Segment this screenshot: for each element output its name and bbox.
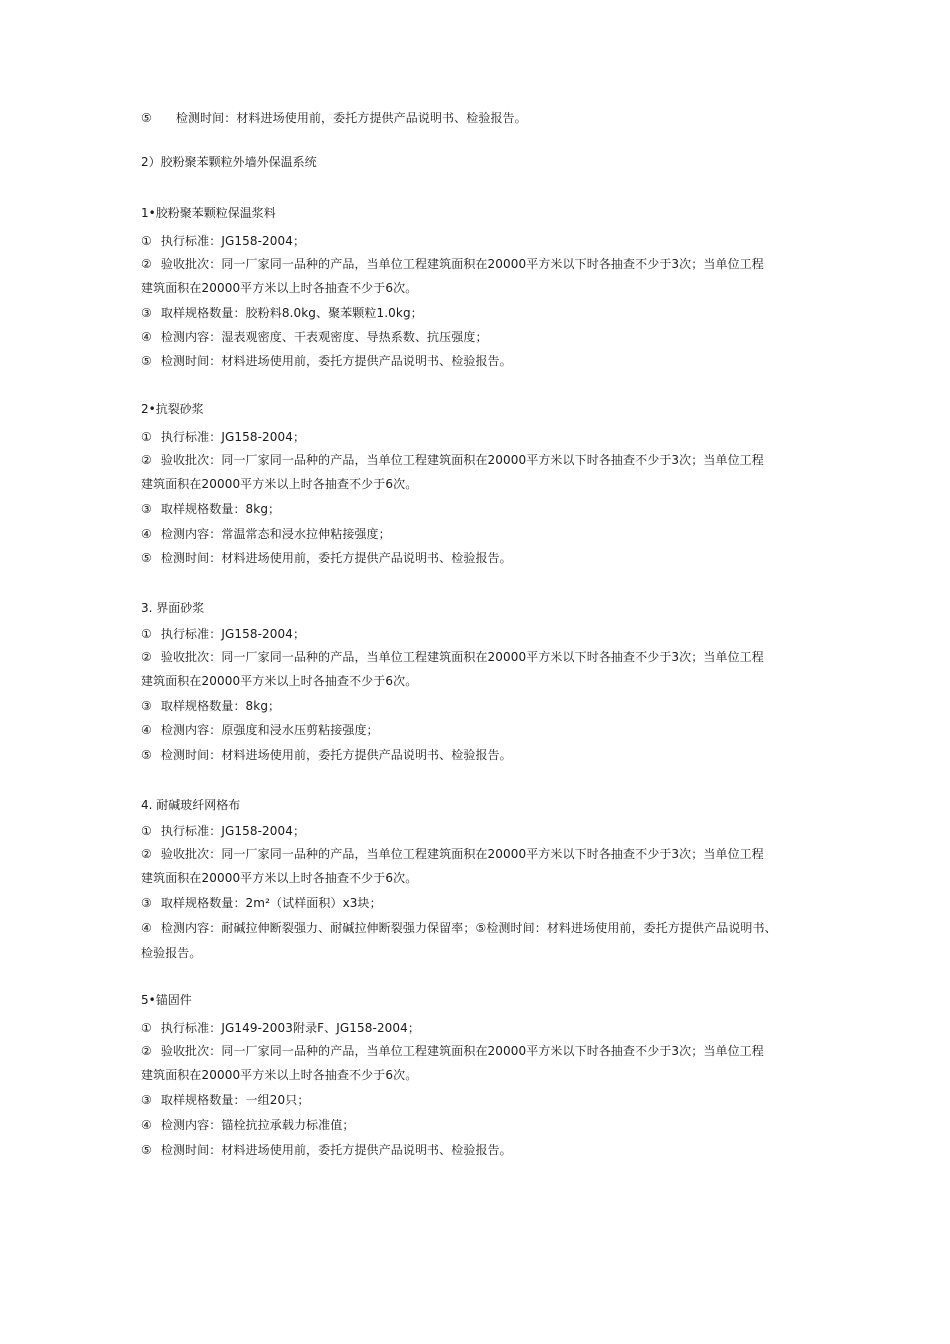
- item-text: 建筑面积在20000平方米以上时各抽查不少于6次。: [141, 1068, 418, 1082]
- item-number: ①: [141, 627, 152, 641]
- item-text: 取样规格数量：8kg；: [160, 502, 281, 516]
- item-number: ①: [141, 824, 152, 838]
- item-text: 取样规格数量：胶粉料8.0kg、聚苯颗粒1.0kg；: [160, 306, 423, 320]
- item-text: 执行标准：JG149-2003附录F、JG158-2004；: [160, 1021, 420, 1035]
- list-item: [141, 1043, 813, 1059]
- item-number: ②: [141, 847, 152, 861]
- item-number: ⑤: [141, 354, 152, 368]
- section-heading: 5•锚固件: [141, 993, 192, 1007]
- list-item: [141, 698, 813, 714]
- item-number: ④: [141, 1118, 152, 1132]
- list-item: [141, 353, 813, 369]
- item-number: ③: [141, 896, 152, 910]
- system-heading: 2）胶粉聚苯颗粒外墙外保温系统: [141, 155, 317, 169]
- list-item: [141, 501, 813, 517]
- list-item: [141, 305, 813, 321]
- item-text: 执行标准：JG158-2004；: [160, 430, 306, 444]
- item-number: ②: [141, 257, 152, 271]
- item-number: ⑤: [141, 748, 152, 762]
- list-item: [141, 747, 813, 763]
- item-number: ③: [141, 1093, 152, 1107]
- list-item: [141, 920, 813, 936]
- item-text: 检验报告。: [141, 946, 202, 960]
- item-text: 取样规格数量：一组20只；: [160, 1093, 310, 1107]
- item-text: 检测内容：锚栓抗拉承载力标准值；: [160, 1118, 355, 1132]
- item-text: 执行标准：JG158-2004；: [160, 234, 306, 248]
- item-text: 检测内容：耐碱拉伸断裂强力、耐碱拉伸断裂强力保留率；⑤检测时间：材料进场使用前，委托方提供产品说明书、: [160, 921, 777, 935]
- item-text: 检测时间：材料进场使用前，委托方提供产品说明书、检验报告。: [160, 551, 512, 565]
- item-text: 验收批次：同一厂家同一品种的产品，当单位工程建筑面积在20000平方米以下时各抽查不少于3次；当单位工程: [160, 650, 764, 664]
- list-item: [141, 823, 813, 839]
- item-text: 检测内容：原强度和浸水压剪粘接强度；: [160, 723, 379, 737]
- item-text: 检测时间：材料进场使用前，委托方提供产品说明书、检验报告。: [160, 354, 512, 368]
- item-text: 验收批次：同一厂家同一品种的产品，当单位工程建筑面积在20000平方米以下时各抽查不少于3次；当单位工程: [160, 847, 764, 861]
- item-text: 验收批次：同一厂家同一品种的产品，当单位工程建筑面积在20000平方米以下时各抽查不少于3次；当单位工程: [160, 453, 764, 467]
- item-number: ②: [141, 453, 152, 467]
- item-text: 执行标准：JG158-2004；: [160, 627, 306, 641]
- list-item: [141, 626, 813, 642]
- item-number: ①: [141, 1021, 152, 1035]
- list-item-continuation: [141, 280, 813, 296]
- item-number: ③: [141, 306, 152, 320]
- item-text: 建筑面积在20000平方米以上时各抽查不少于6次。: [141, 674, 418, 688]
- list-item: [141, 429, 813, 445]
- item-text: 检测内容：湿表观密度、干表观密度、导热系数、抗压强度；: [160, 330, 488, 344]
- item-number: ⑤: [141, 551, 152, 565]
- item-text: 检测内容：常温常态和浸水拉伸粘接强度；: [160, 527, 391, 541]
- item-text: 检测时间：材料进场使用前，委托方提供产品说明书、检验报告。: [160, 1143, 512, 1157]
- item-text: 执行标准：JG158-2004；: [160, 824, 306, 838]
- list-item-continuation: [141, 673, 813, 689]
- item-number: ⑤: [141, 111, 152, 125]
- section-heading: 4. 耐碱玻纤网格布: [141, 798, 241, 812]
- list-item-continuation: [141, 476, 813, 492]
- list-item: [141, 550, 813, 566]
- section-heading: 3. 界面砂浆: [141, 601, 205, 615]
- list-item-continuation: [141, 1067, 813, 1083]
- list-item: [141, 1117, 813, 1133]
- list-item: [141, 1092, 813, 1108]
- list-item: [141, 110, 813, 126]
- list-item: [141, 233, 813, 249]
- list-item: [141, 329, 813, 345]
- item-text: 取样规格数量：8kg；: [160, 699, 281, 713]
- item-text: 建筑面积在20000平方米以上时各抽查不少于6次。: [141, 477, 418, 491]
- item-number: ⑤: [141, 1143, 152, 1157]
- item-number: ③: [141, 502, 152, 516]
- list-item: [141, 846, 813, 862]
- item-text: 检测时间：材料进场使用前，委托方提供产品说明书、检验报告。: [160, 748, 512, 762]
- list-item: [141, 256, 813, 272]
- item-text: 验收批次：同一厂家同一品种的产品，当单位工程建筑面积在20000平方米以下时各抽查不少于3次；当单位工程: [160, 1044, 764, 1058]
- item-number: ③: [141, 699, 152, 713]
- item-number: ④: [141, 723, 152, 737]
- list-item: [141, 649, 813, 665]
- item-text: 建筑面积在20000平方米以上时各抽查不少于6次。: [141, 281, 418, 295]
- list-item: [141, 895, 813, 911]
- item-number: ②: [141, 1044, 152, 1058]
- item-text: 取样规格数量：2m²（试样面积）x3块；: [160, 896, 382, 910]
- list-item: [141, 452, 813, 468]
- list-item: [141, 526, 813, 542]
- section-heading: 1•胶粉聚苯颗粒保温浆料: [141, 206, 276, 220]
- item-number: ②: [141, 650, 152, 664]
- section-heading: 2•抗裂砂浆: [141, 402, 204, 416]
- item-text: 检测时间：材料进场使用前，委托方提供产品说明书、检验报告。: [175, 111, 527, 125]
- item-number: ④: [141, 330, 152, 344]
- list-item-continuation: [141, 945, 813, 961]
- item-number: ①: [141, 430, 152, 444]
- item-number: ④: [141, 921, 152, 935]
- list-item-continuation: [141, 870, 813, 886]
- item-number: ①: [141, 234, 152, 248]
- list-item: [141, 1020, 813, 1036]
- item-text: 建筑面积在20000平方米以上时各抽查不少于6次。: [141, 871, 418, 885]
- list-item: [141, 1142, 813, 1158]
- item-text: 验收批次：同一厂家同一品种的产品，当单位工程建筑面积在20000平方米以下时各抽查不少于3次；当单位工程: [160, 257, 764, 271]
- item-number: ④: [141, 527, 152, 541]
- list-item: [141, 722, 813, 738]
